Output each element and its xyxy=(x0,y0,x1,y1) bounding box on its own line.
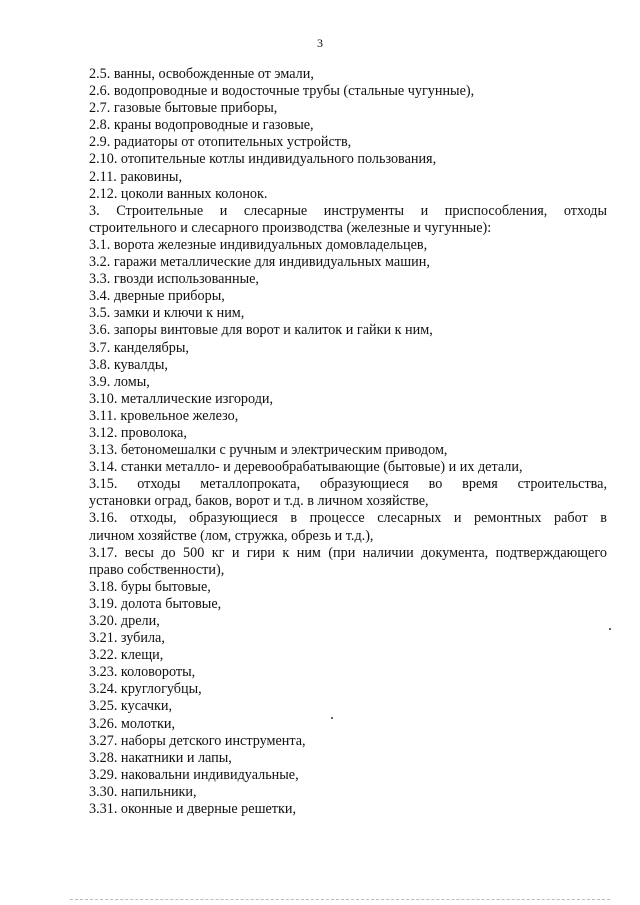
text-line: 3.6. запоры винтовые для ворот и калиток и гайки к ним, xyxy=(89,322,433,339)
text-line: 3.9. ломы, xyxy=(89,373,150,390)
text-line: 3.25. кусачки, xyxy=(89,698,173,715)
text-line: 3.4. дверные приборы, xyxy=(89,288,225,305)
text-line: 3.11. кровельное железо, xyxy=(89,407,239,424)
text-line: 2.10. отопительные котлы индивидуального пользования, xyxy=(89,151,437,168)
text-line: 2.8. краны водопроводные и газовые, xyxy=(89,117,314,134)
text-line: 3.7. канделябры, xyxy=(89,339,189,356)
text-line: 3.1. ворота железные индивидуальных домовладельцев, xyxy=(89,236,428,253)
text-line: 3.13. бетономешалки с ручным и электрическим приводом, xyxy=(89,442,448,459)
text-line: строительного и слесарного производства (железные и чугунные): xyxy=(89,219,492,236)
text-line: 2.12. цоколи ванных колонок. xyxy=(89,185,268,202)
text-line: 3.10. металлические изгороди, xyxy=(89,390,274,407)
text-line: право собственности), xyxy=(89,561,225,578)
page-number: 3 xyxy=(317,36,323,50)
text-line: 3.20. дрели, xyxy=(89,613,160,629)
text-line: 2.6. водопроводные и водосточные трубы (стальные чугунные), xyxy=(89,83,475,100)
text-line: 3.12. проволока, xyxy=(89,424,187,441)
text-line: 2.9. радиаторы от отопительных устройств, xyxy=(89,134,352,151)
text-line: 3.8. кувалды, xyxy=(89,356,168,373)
text-line: 3.16. отходы, образующиеся в процессе слесарных и ремонтных работ в xyxy=(89,510,607,527)
scan-speck xyxy=(331,717,333,719)
text-line: 2.11. раковины, xyxy=(89,168,183,185)
text-line: 3.28. накатники и лапы, xyxy=(89,749,232,766)
text-line: 3.15. отходы металлопроката, образующиеся во время строительства, xyxy=(89,476,607,493)
document-body xyxy=(89,66,607,818)
text-line: 3.21. зубила, xyxy=(89,630,165,647)
text-line: 3.22. клещи, xyxy=(89,647,164,664)
text-line: установки оград, баков, ворот и т.д. в личном хозяйстве, xyxy=(89,493,429,510)
text-line: 3.14. станки металло- и деревообрабатывающие (бытовые) и их детали, xyxy=(89,459,523,476)
text-line: 3.17. весы до 500 кг и гири к ним (при наличии документа, подтверждающего xyxy=(89,544,607,561)
text-line: личном хозяйстве (лом, стружка, обрезь и т.д.), xyxy=(89,527,374,544)
text-line: 3.2. гаражи металлические для индивидуальных машин, xyxy=(89,254,430,271)
text-line: 3. Строительные и слесарные инструменты и приспособления, отходы xyxy=(89,202,607,219)
scan-speck xyxy=(609,628,611,630)
text-line: 3.26. молотки, xyxy=(89,715,176,732)
text-line: 3.24. круглогубцы, xyxy=(89,681,202,698)
text-line: 3.30. напильники, xyxy=(89,783,197,800)
text-line: 3.18. буры бытовые, xyxy=(89,578,211,595)
text-line: 3.31. оконные и дверные решетки, xyxy=(89,801,297,818)
text-line: 3.27. наборы детского инструмента, xyxy=(89,732,306,749)
text-line: 3.29. наковальни индивидуальные, xyxy=(89,766,299,783)
text-line: 3.5. замки и ключи к ним, xyxy=(89,305,245,322)
text-line: 2.7. газовые бытовые приборы, xyxy=(89,100,278,117)
text-line: 2.5. ванны, освобожденные от эмали, xyxy=(89,66,314,82)
text-line: 3.19. долота бытовые, xyxy=(89,595,222,612)
text-line: 3.3. гвозди использованные, xyxy=(89,271,259,288)
text-line: 3.23. коловороты, xyxy=(89,664,196,681)
scan-edge-artifact xyxy=(70,899,610,900)
